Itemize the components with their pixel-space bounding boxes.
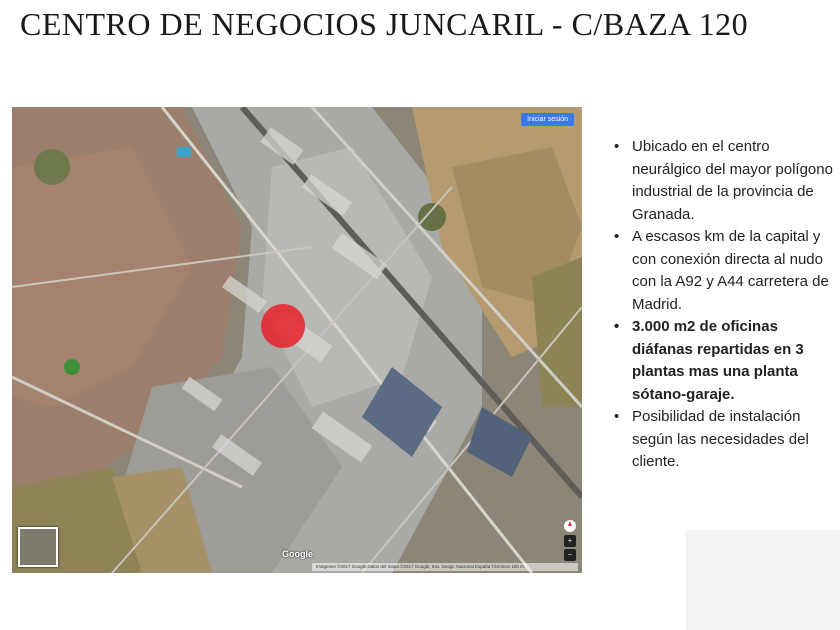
map-controls xyxy=(564,520,576,561)
google-logo: Google xyxy=(282,549,313,559)
feature-item: • A escasos km de la capital y con conexión directa al nudo con la A92 y A44 carretera de Madrid. xyxy=(610,226,840,316)
feature-item: • 3.000 m2 de oficinas diáfanas repartidas en 3 plantas mas una planta sótano-garaje. xyxy=(610,316,840,406)
feature-list xyxy=(610,136,840,474)
location-marker xyxy=(261,304,305,348)
sign-in-button[interactable]: Iniciar sesión xyxy=(521,113,574,126)
layer-switcher-thumbnail[interactable] xyxy=(18,527,58,567)
decorative-box xyxy=(686,530,840,630)
zoom-in-button[interactable]: + xyxy=(564,535,576,547)
satellite-imagery xyxy=(12,107,582,573)
zoom-out-button[interactable]: − xyxy=(564,549,576,561)
feature-item: • Posibilidad de instalación según las necesidades del cliente. xyxy=(610,406,840,474)
satellite-map[interactable] xyxy=(12,107,582,573)
feature-item: • Ubicado en el centro neurálgico del mayor polígono industrial de la provincia de Granada. xyxy=(610,136,840,226)
page-title: CENTRO DE NEGOCIOS JUNCARIL - C/BAZA 120 xyxy=(20,6,749,42)
map-attribution[interactable]: Imágenes ©2017 Google,Datos del mapa ©2017 Google, Inst. Geogr. Nacional España Términos 100 m xyxy=(312,563,578,571)
compass-icon[interactable] xyxy=(564,520,576,532)
